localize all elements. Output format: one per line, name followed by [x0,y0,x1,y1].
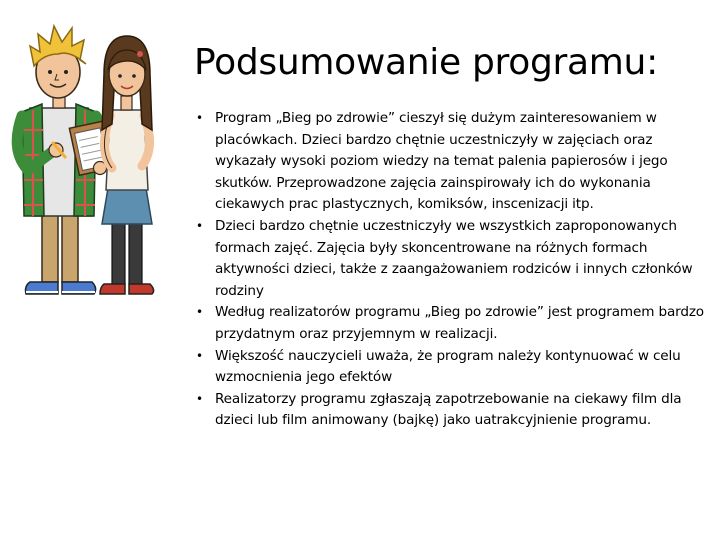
slide-title: Podsumowanie programu: [194,42,658,83]
summary-bullet-list [196,108,716,432]
bullet-text: Realizatorzy programu zgłaszają zapotrzebowanie na ciekawy film dla dzieci lub film animowany (bajkę) jako uatrakcyjnienie programu. [215,390,682,429]
bullet-text: Według realizatorów programu „Bieg po zdrowie” jest programem bardzo przydatnym oraz przyjemnym w realizacji. [215,304,704,342]
bullet-dot: • [196,391,203,406]
bullet-text: Program „Bieg po zdrowie” cieszył się dużym zainteresowaniem w placówkach. Dzieci bardzo chętnie uczestniczyły w zajęciach oraz wykazały wysoki poziom wiedzy na temat palenia papierosów i jego skutków. Przeprowadzone zajęcia zainspirowały ich do wykonania ciekawych prac plastycznych, komiksów, inscenizacji itp. [215,110,668,213]
bullet-dot: • [196,218,203,233]
bullet-item [196,216,716,302]
bullet-item [196,108,716,216]
children-illustration [0,20,190,310]
boy-figure [17,26,112,294]
bullet-dot: • [196,348,203,363]
bullet-item [196,389,716,432]
girl-figure [100,36,154,294]
bullet-dot: • [196,111,203,125]
bullet-text: Większość nauczycieli uważa, że program należy kontynuować w celu wzmocnienia jego efektów [215,347,681,386]
bullet-dot: • [196,305,203,320]
bullet-item [196,302,716,345]
bullet-text: Dzieci bardzo chętnie uczestniczyły we wszystkich zaproponowanych formach zajęć. Zajęcia były skoncentrowane na różnych formach aktywności dzieci, także z zaangażowaniem rodziców i innych członków rodziny [215,217,693,299]
bullet-item [196,346,716,389]
